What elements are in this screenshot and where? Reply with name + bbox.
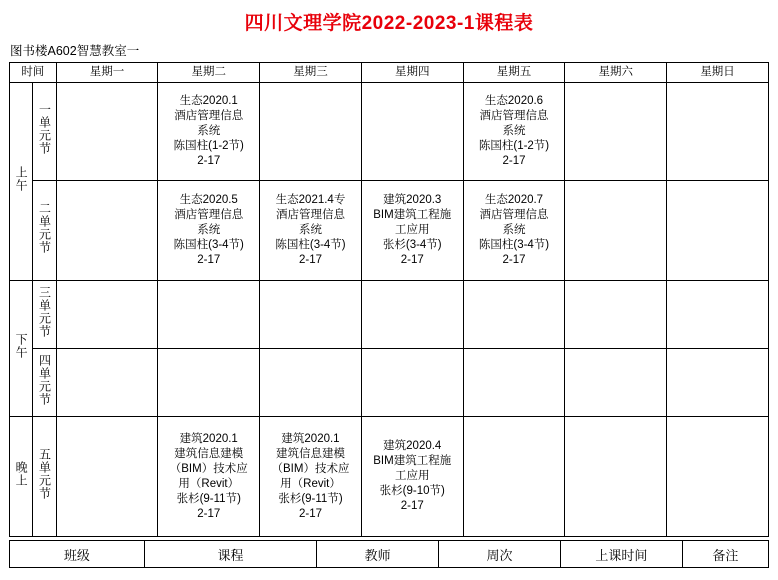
- header-day-tuesday: 星期二: [158, 63, 260, 83]
- section-afternoon: 下午: [10, 281, 33, 417]
- cell-wed-p3[interactable]: [260, 281, 362, 349]
- cell-tue-p2[interactable]: [158, 181, 260, 281]
- legend-teacher: 教师: [317, 541, 439, 568]
- cell-fri-p3[interactable]: [463, 281, 565, 349]
- cell-content: 生态2020.7 酒店管理信息 系统 陈国柱(3-4节) 2-17: [478, 194, 550, 266]
- table-row: [10, 417, 769, 537]
- cell-sun-p2[interactable]: [667, 181, 769, 281]
- header-day-friday: 星期五: [463, 63, 565, 83]
- cell-tue-p4[interactable]: [158, 349, 260, 417]
- cell-content: 生态2020.5 酒店管理信息 系统 陈国柱(3-4节) 2-17: [173, 194, 244, 266]
- cell-fri-p5[interactable]: [463, 417, 565, 537]
- cell-sun-p1[interactable]: [667, 83, 769, 181]
- cell-fri-p2[interactable]: [463, 181, 565, 281]
- table-row: [10, 83, 769, 181]
- cell-content: 建筑2020.4 BIM建筑工程施 工应用 张杉(9-10节) 2-17: [373, 440, 452, 512]
- header-day-monday: 星期一: [56, 63, 158, 83]
- legend-time: 上课时间: [560, 541, 682, 568]
- cell-sat-p3[interactable]: [565, 281, 667, 349]
- legend-weeks: 周次: [439, 541, 561, 568]
- cell-wed-p2[interactable]: [260, 181, 362, 281]
- cell-sat-p4[interactable]: [565, 349, 667, 417]
- cell-mon-p2[interactable]: [56, 181, 158, 281]
- header-day-sunday: 星期日: [667, 63, 769, 83]
- cell-sat-p1[interactable]: [565, 83, 667, 181]
- period-1: 一单元节: [33, 83, 56, 181]
- section-morning: 上午: [10, 83, 33, 281]
- cell-sat-p2[interactable]: [565, 181, 667, 281]
- cell-mon-p1[interactable]: [56, 83, 158, 181]
- cell-sun-p4[interactable]: [667, 349, 769, 417]
- cell-thu-p5[interactable]: [361, 417, 463, 537]
- period-5: 五单元节: [33, 417, 56, 537]
- cell-tue-p1[interactable]: [158, 83, 260, 181]
- cell-sat-p5[interactable]: [565, 417, 667, 537]
- schedule-table: [9, 62, 769, 537]
- cell-thu-p1[interactable]: [361, 83, 463, 181]
- cell-wed-p4[interactable]: [260, 349, 362, 417]
- cell-thu-p3[interactable]: [361, 281, 463, 349]
- period-4: 四单元节: [33, 349, 56, 417]
- cell-thu-p2[interactable]: [361, 181, 463, 281]
- table-row: [10, 281, 769, 349]
- cell-mon-p4[interactable]: [56, 349, 158, 417]
- table-row: [10, 349, 769, 417]
- classroom-label: 图书楼A602智慧教室一: [10, 44, 140, 58]
- cell-wed-p1[interactable]: [260, 83, 362, 181]
- table-row: [10, 181, 769, 281]
- period-2: 二单元节: [33, 181, 56, 281]
- cell-sun-p3[interactable]: [667, 281, 769, 349]
- cell-content: 建筑2020.1 建筑信息建模 （BIM）技术应 用（Revit） 张杉(9-11节) 2-17: [169, 432, 248, 520]
- header-day-saturday: 星期六: [565, 63, 667, 83]
- cell-mon-p5[interactable]: [56, 417, 158, 537]
- cell-fri-p4[interactable]: [463, 349, 565, 417]
- cell-content: 生态2020.1 酒店管理信息 系统 陈国柱(1-2节) 2-17: [173, 95, 244, 167]
- cell-mon-p3[interactable]: [56, 281, 158, 349]
- period-3: 三单元节: [33, 281, 56, 349]
- cell-wed-p5[interactable]: [260, 417, 362, 537]
- cell-sun-p5[interactable]: [667, 417, 769, 537]
- schedule-page: [0, 8, 778, 580]
- cell-tue-p5[interactable]: [158, 417, 260, 537]
- cell-content: 建筑2020.1 建筑信息建模 （BIM）技术应 用（Revit） 张杉(9-11节) 2-17: [271, 432, 350, 520]
- legend-course: 课程: [144, 541, 317, 568]
- cell-content: 生态2020.6 酒店管理信息 系统 陈国柱(1-2节) 2-17: [478, 95, 550, 167]
- legend-table: [9, 540, 769, 568]
- header-day-thursday: 星期四: [361, 63, 463, 83]
- page-title: 四川文理学院2022-2023-1课程表: [244, 13, 534, 34]
- cell-tue-p3[interactable]: [158, 281, 260, 349]
- cell-thu-p4[interactable]: [361, 349, 463, 417]
- cell-content: 建筑2020.3 BIM建筑工程施 工应用 张杉(3-4节) 2-17: [373, 194, 452, 266]
- section-evening: 晚上: [10, 417, 33, 537]
- legend-class: 班级: [10, 541, 145, 568]
- header-time: 时间: [10, 63, 57, 83]
- legend-remark: 备注: [682, 541, 768, 568]
- table-header: [10, 63, 769, 83]
- cell-content: 生态2021.4专 酒店管理信息 系统 陈国柱(3-4节) 2-17: [275, 194, 346, 266]
- cell-fri-p1[interactable]: [463, 83, 565, 181]
- header-day-wednesday: 星期三: [260, 63, 362, 83]
